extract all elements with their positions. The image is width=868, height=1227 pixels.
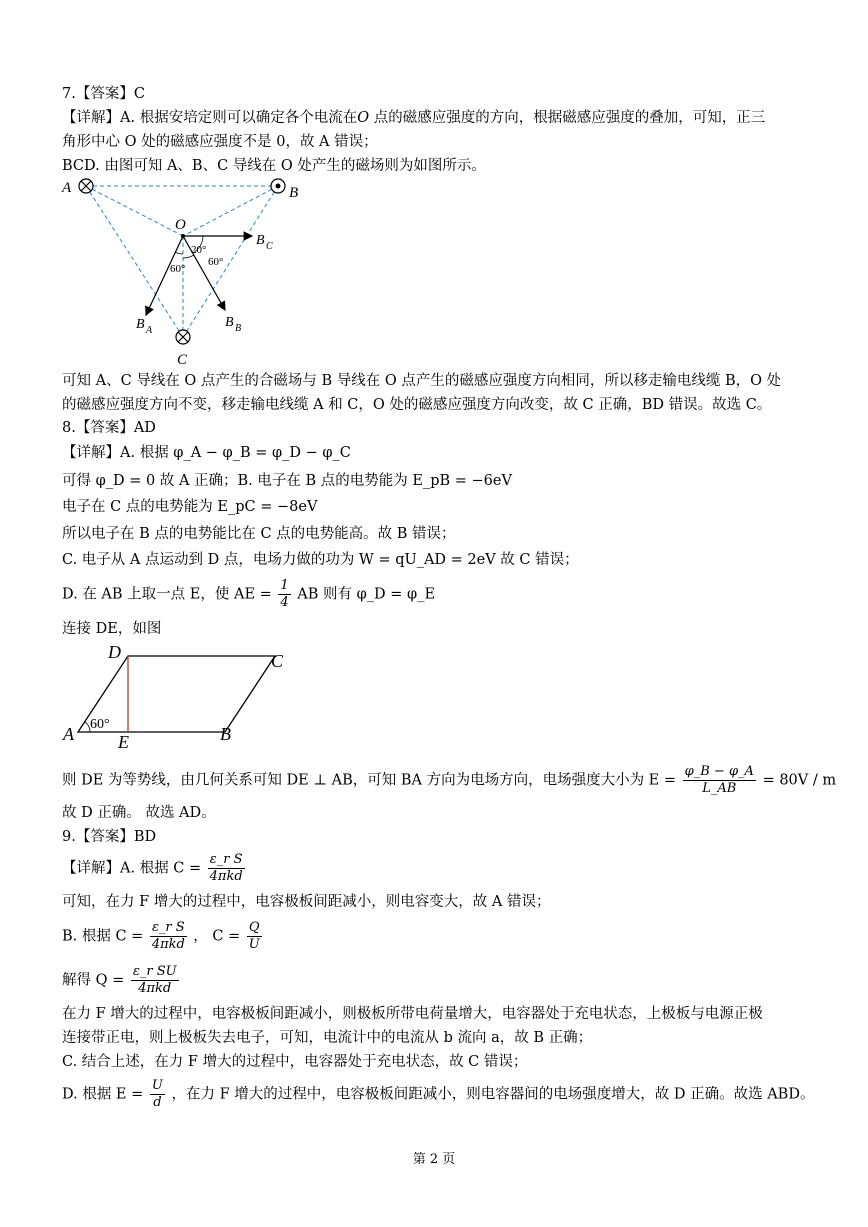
fraction-u-over-d: $\frac{U}{d}$ (151, 1078, 163, 1110)
label-angle-20: 20° (191, 244, 207, 256)
q8-line9: 故 D 正确。 故选 AD。 (62, 805, 216, 821)
wire-c-cross-icon (176, 330, 190, 344)
q8-line4: 所以电子在 B 点的电势能比在 C 点的电势能高。故 B 错误； (62, 526, 456, 542)
label-ba-sub: A (146, 325, 153, 336)
label-c: C (177, 352, 188, 368)
label-o: O (175, 217, 186, 233)
q9-answer: 9.【答案】BD (62, 829, 157, 845)
q7-detail-line2: 角形中心 O 处的磁感应强度不是 0，故 A 错误； (62, 134, 378, 150)
page-number: 第 2 页 (412, 1152, 456, 1167)
label-bb-sub: B (235, 323, 242, 334)
label-b: B (289, 185, 299, 201)
label-c: C (271, 651, 284, 671)
label-angle-60b: 60° (208, 256, 224, 268)
q8-answer: 8.【答案】AD (62, 420, 156, 436)
label-e: E (118, 732, 129, 752)
q7-conclusion-line1: 可知 A、C 导线在 O 点产生的合磁场与 B 导线在 O 点产生的磁感应强度方向相同，所以移走输电线缆 B，O 处 (62, 373, 782, 389)
q8-line6: D. 在 AB 上取一点 E，使 AE = $\frac{1}{4}$ AB 则有 φ_D = φ_E (62, 578, 436, 610)
fraction-q-over-u: $\frac{Q}{U}$ (248, 920, 260, 952)
q8-line8: 则 DE 为等势线，由几何关系可知 DE ⊥ AB，可知 BA 方向为电场方向，电场强度大小为 E = $\frac{\varphi\_B - \varphi\_A}{L\_AB}$ = 80V / m (62, 764, 837, 796)
q7-conclusion-line2: 的磁感应强度方向不变，移走输电线缆 A 和 C，O 处的磁感应强度方向改变，故 C 正确，BD 错误。故选 C。 (62, 397, 772, 413)
vector-ba (146, 236, 186, 315)
q9-line2: 可知，在力 F 增大的过程中，电容极板间距减小，则电容变大，故 A 错误； (62, 894, 551, 910)
fraction-field-strength: $\frac{\varphi\_B - \varphi\_A}{L\_AB}$ (684, 764, 754, 796)
q8-line5: C. 电子从 A 点运动到 D 点，电场力做的功为 W = qU_AD = 2eV 故 C 错误； (62, 552, 579, 568)
q8-line1: 【详解】A. 根据 φ_A − φ_B = φ_D − φ_C (62, 445, 351, 461)
q9-line1: 【详解】A. 根据 C = $\frac{\text{ε\_r S}}{\text{4πkd}}$ (62, 852, 243, 884)
label-a: A (62, 180, 72, 196)
q8-line3: 电子在 C 点的电势能为 E_pC = −8eV (62, 499, 318, 515)
q8-line2: 可得 φ_D = 0 故 A 正确；B. 电子在 B 点的电势能为 E_pB = −6eV (62, 473, 512, 489)
q7-answer: 7.【答案】C (62, 86, 145, 102)
q7-bcd-line: BCD. 由图可知 A、B、C 导线在 O 处产生的磁场则为如图所示。 (62, 158, 486, 174)
label-angle-60: 60° (90, 717, 110, 732)
q7-detail-line1: 【详解】A. 根据安培定则可以确定各个电流在O 点的磁感应强度的方向，根据磁感应强度的叠加，可知，正三 (62, 110, 766, 126)
label-ba: B (136, 317, 145, 332)
dashed-triangle (86, 186, 278, 337)
angle-arc-60a (175, 252, 183, 254)
fraction-capacitance-b: $\frac{\text{ε\_r S}}{\text{4πkd}}$ (151, 920, 185, 952)
q9-line8: D. 根据 E = $\frac{U}{d}$ ，在力 F 增大的过程中，电容极板间距减小，则电容器间的电场强度增大，故 D 正确。故选 ABD。 (62, 1078, 815, 1110)
label-bc: B (256, 233, 265, 248)
q9-line3: B. 根据 C = $\frac{\text{ε\_r S}}{\text{4πkd}}$ ， C = $\frac{Q}{U}$ (62, 920, 260, 952)
q9-line6: 连接带正电，则上极板失去电子，可知，电流计中的电流从 b 流向 a，故 B 正确； (62, 1030, 593, 1046)
fraction-charge: $\frac{\text{ε\_r SU}}{\text{4πkd}}$ (132, 964, 177, 996)
label-angle-60a: 60° (170, 263, 186, 275)
q9-line4: 解得 Q = $\frac{\text{ε\_r SU}}{\text{4πkd}}$ (62, 964, 177, 996)
fraction-one-quarter: $\frac{1}{4}$ (280, 578, 289, 610)
parallelogram-diagram (60, 642, 300, 752)
q8-line7: 连接 DE，如图 (62, 621, 162, 637)
q9-line7: C. 结合上述，在力 F 增大的过程中，电容器处于充电状态，故 C 错误； (62, 1054, 528, 1070)
q9-line5: 在力 F 增大的过程中，电容极板间距减小，则极板所带电荷量增大，电容器处于充电状态，上极板与电源正极 (62, 1006, 763, 1022)
wire-a-cross-icon (79, 179, 93, 193)
label-d: D (108, 642, 121, 662)
label-bc-sub: C (266, 241, 273, 252)
fraction-capacitance: $\frac{\text{ε\_r S}}{\text{4πkd}}$ (209, 852, 243, 884)
label-b: B (220, 724, 231, 744)
label-bb: B (225, 315, 234, 330)
wire-b-dot-icon (271, 179, 285, 193)
magnetic-field-diagram (60, 174, 300, 370)
label-a: A (63, 724, 74, 744)
